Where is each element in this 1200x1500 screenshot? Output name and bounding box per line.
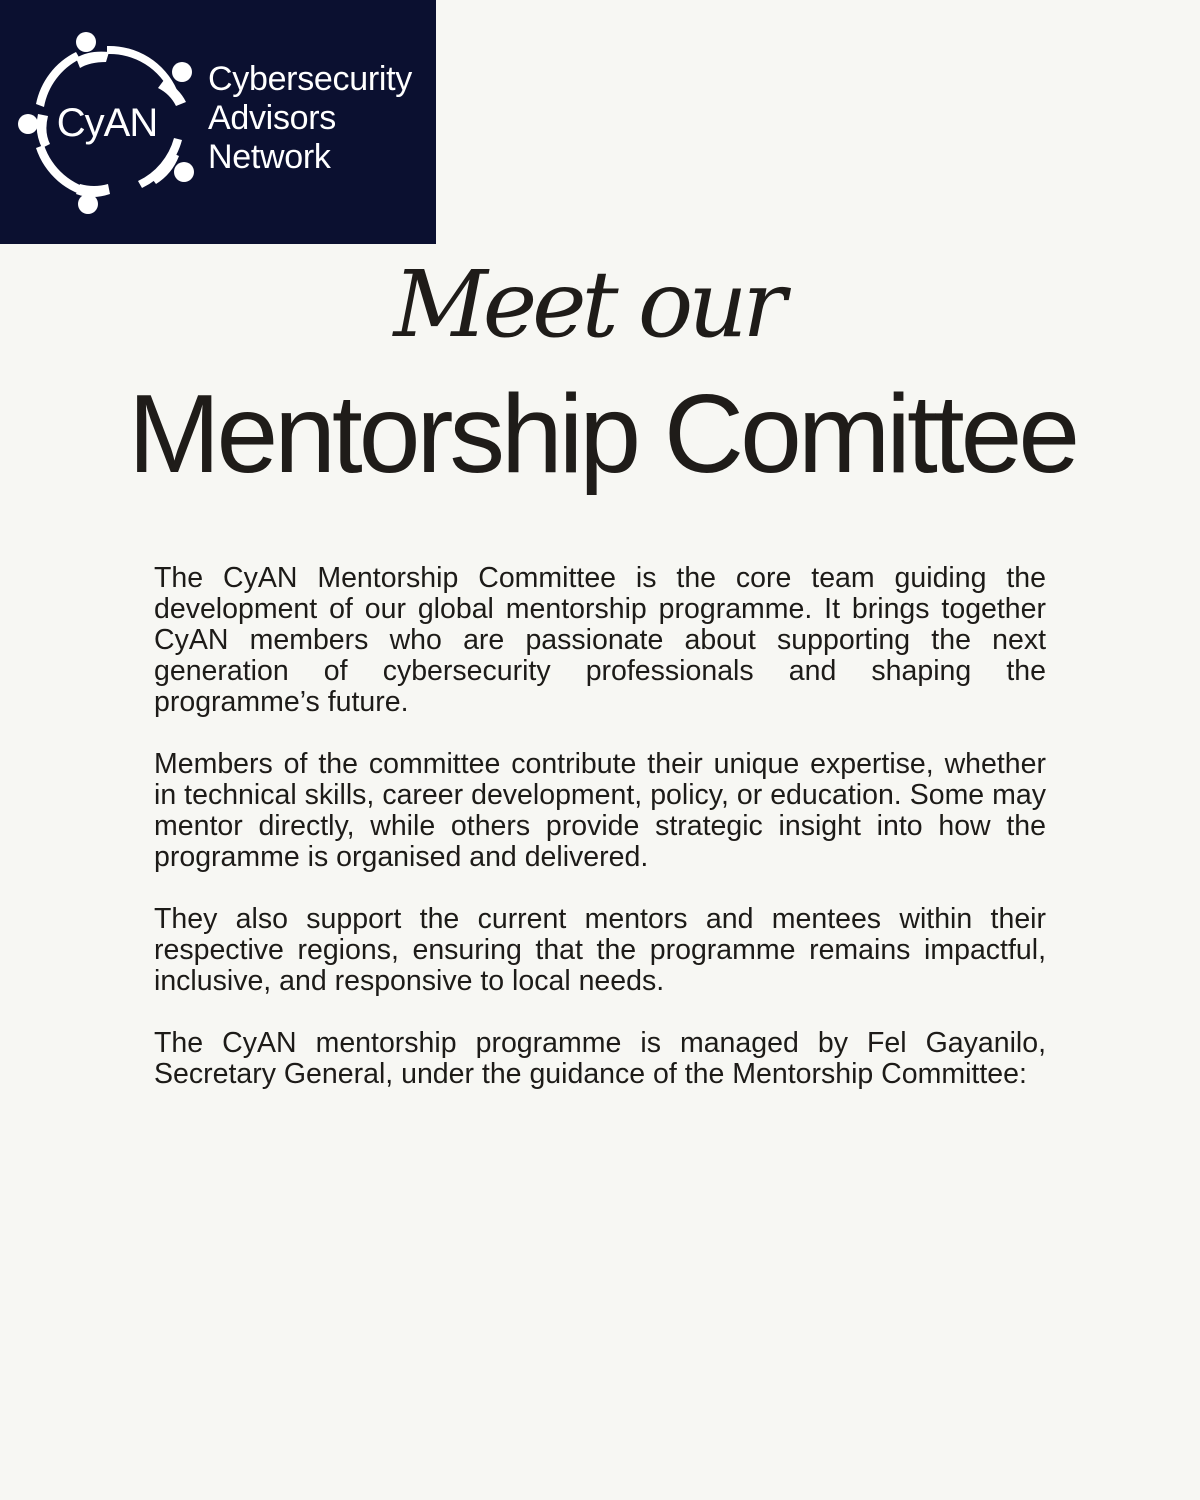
paragraph: The CyAN mentorship programme is managed by Fel Gayanilo, Secretary General, under the guidance of the Mentorship Committee: <box>154 1027 1046 1090</box>
headline-line-1: Meet our <box>393 251 782 358</box>
logo-wordmark <box>208 60 412 177</box>
logo-name-line: Cybersecurity <box>208 60 412 98</box>
paragraph: Members of the committee contribute their unique expertise, whether in technical skills, career development, policy, or education. Some may mentor directly, while others provide strategic insight into how the programme is organised and delivered. <box>154 748 1046 873</box>
page-title: Mentorship Comittee <box>128 372 1077 496</box>
cyan-logo-ring-icon <box>14 28 200 218</box>
logo-name-line: Advisors <box>208 99 336 137</box>
body-text <box>154 563 1046 1121</box>
logo-mark-text: CyAN <box>56 101 158 145</box>
paragraph: They also support the current mentors and mentees within their respective regions, ensuring that the programme remains impactful, inclusive, and responsive to local needs. <box>154 903 1046 997</box>
logo-panel <box>0 0 436 244</box>
logo-name-line: Network <box>208 138 331 176</box>
paragraph: The CyAN Mentorship Committee is the core team guiding the development of our global mentorship programme. It brings together CyAN members who are passionate about supporting the next generation of cybersecurity professionals and shaping the programme’s future. <box>154 562 1046 718</box>
